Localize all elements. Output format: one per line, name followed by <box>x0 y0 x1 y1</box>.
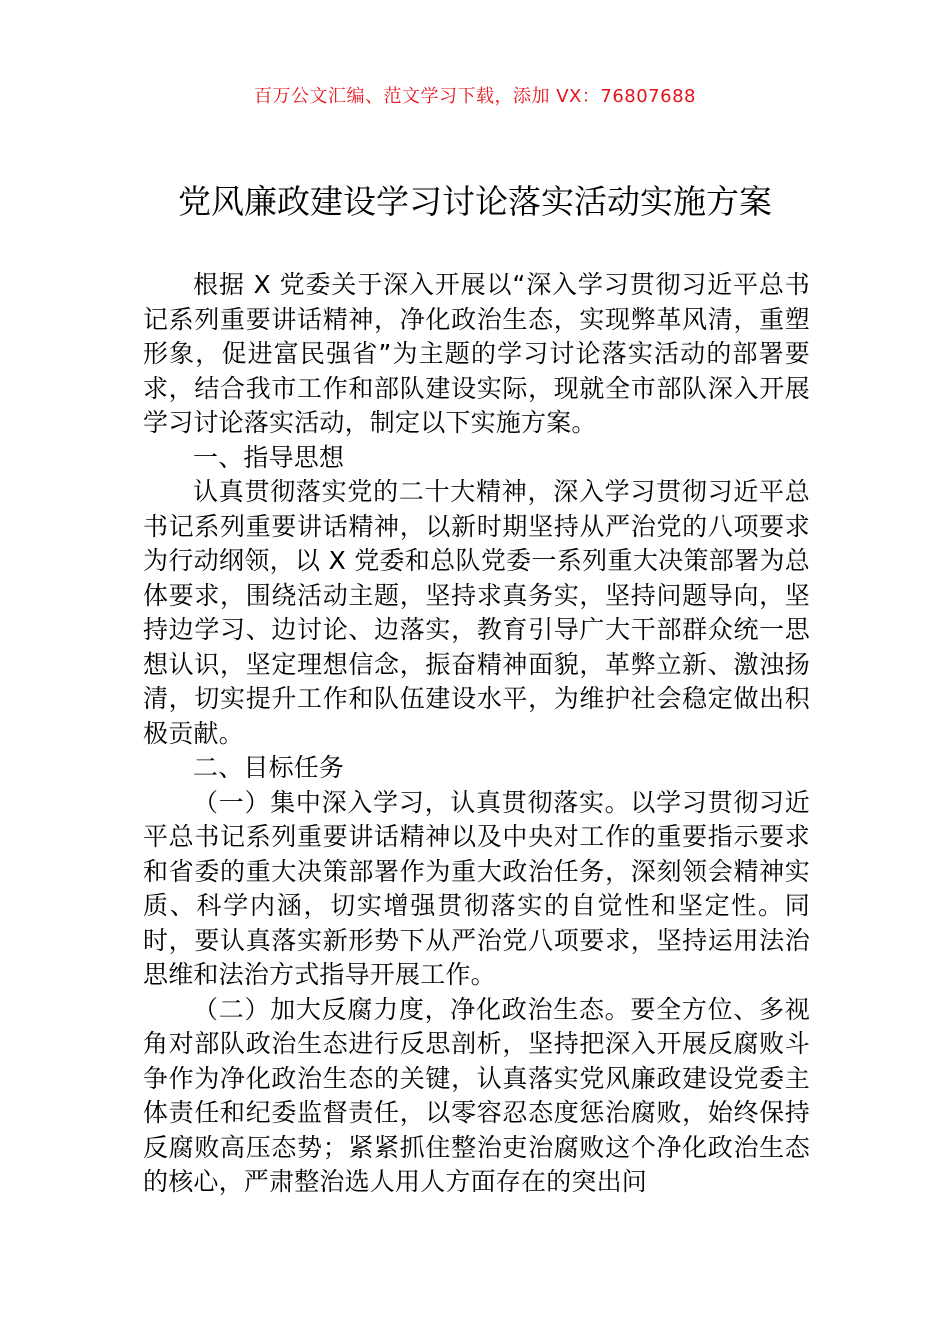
section-heading-guiding-ideology: 一、指导思想 <box>193 442 345 472</box>
guiding-ideology-paragraph: 认真贯彻落实党的二十大精神，深入学习贯彻习近平总书记系列重要讲话精神，以新时期坚持从严治党的八项要求为行动纲领，以 X 党委和总队党委一系列重大决策部署为总体要求，围绕活动主题，坚持求真务实，坚持问题导向，坚持边学习、边讨论、边落实，教育引导广大干部群众统一思想认识，坚定理想信念，振奋精神面貌，革弊立新、激浊扬清，切实提升工作和队伍建设水平，为维护社会稳定做出积极贡献。 <box>143 477 810 748</box>
document-title: 党风廉政建设学习讨论落实活动实施方案 <box>178 182 772 221</box>
objective-item-2: （二）加大反腐力度，净化政治生态。要全方位、多视角对部队政治生态进行反思剖析，坚持把深入开展反腐败斗争作为净化政治生态的关键，认真落实党风廉政建设党委主体责任和纪委监督责任，以零容忍态度惩治腐败，始终保持反腐败高压态势；紧紧抓住整治吏治腐败这个净化政治生态的核心，严肃整治选人用人方面存在的突出问 <box>143 994 810 1196</box>
section-heading-objectives: 二、目标任务 <box>193 753 345 782</box>
document-body <box>143 268 810 1200</box>
intro-paragraph: 根据 X 党委关于深入开展以“深入学习贯彻习近平总书记系列重要讲话精神，净化政治生态，实现弊革风清，重塑形象，促进富民强省”为主题的学习讨论落实活动的部署要求，结合我市工作和部队建设实际，现就全市部队深入开展学习讨论落实活动，制定以下实施方案。 <box>143 270 810 437</box>
header-banner: 百万公文汇编、范文学习下载，添加 VX：76807688 <box>254 86 696 107</box>
objective-item-1: （一）集中深入学习，认真贯彻落实。以学习贯彻习近平总书记系列重要讲话精神以及中央对工作的重要指示要求和省委的重大决策部署作为重大政治任务，深刻领会精神实质、科学内涵，切实增强贯彻落实的自觉性和坚定性。同时，要认真落实新形势下从严治党八项要求，坚持运用法治思维和法治方式指导开展工作。 <box>143 787 810 989</box>
